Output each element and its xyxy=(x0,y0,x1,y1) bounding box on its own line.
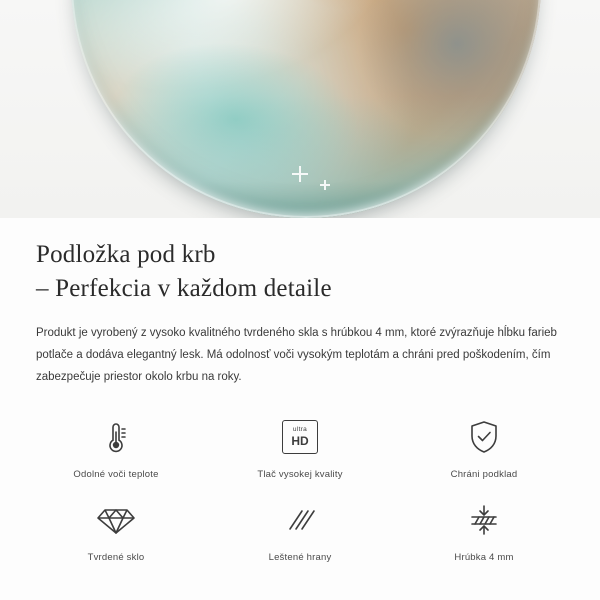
feature-tempered-glass xyxy=(24,498,208,563)
thermometer-icon xyxy=(96,415,136,459)
content-section xyxy=(0,218,600,389)
page-title xyxy=(36,238,564,306)
thickness-icon xyxy=(464,498,504,542)
feature-grid xyxy=(0,415,600,563)
sparkle-icon xyxy=(320,180,330,190)
feature-label: Odolné voči teplote xyxy=(73,468,159,480)
feature-label: Chráni podklad xyxy=(450,468,518,480)
feature-print-quality xyxy=(208,415,392,480)
title-line-2: – Perfekcia v každom detaile xyxy=(36,274,332,302)
ultra-hd-badge-top: ultra xyxy=(292,426,308,434)
ultra-hd-badge-bottom: HD xyxy=(291,433,309,448)
sparkle-icon xyxy=(292,166,308,182)
product-description: Produkt je vyrobený z vysoko kvalitného tvrdeného skla s hrúbkou 4 mm, ktoré zvýrazňuje hĺbku farieb potlače a dodáva elegantný lesk. Má odolnosť voči vysokým teplotám a chráni pred poškodením, čím zabezpečuje priestor okolo krbu na roky. xyxy=(36,326,557,384)
feature-label: Tlač vysokej kvality xyxy=(257,468,343,480)
feature-surface-protection xyxy=(392,415,576,480)
feature-heat-resistant xyxy=(24,415,208,480)
feature-label: Tvrdené sklo xyxy=(87,551,145,563)
ultra-hd-icon xyxy=(282,415,318,459)
diamond-icon xyxy=(95,498,137,542)
title-line-1: Podložka pod krb xyxy=(36,241,216,268)
feature-polished-edges xyxy=(208,498,392,563)
feature-label: Hrúbka 4 mm xyxy=(454,551,514,563)
shield-check-icon xyxy=(464,415,504,459)
feature-label: Leštené hrany xyxy=(268,551,332,563)
feature-thickness xyxy=(392,498,576,563)
hero-image xyxy=(0,0,600,218)
polished-edges-icon xyxy=(280,498,320,542)
